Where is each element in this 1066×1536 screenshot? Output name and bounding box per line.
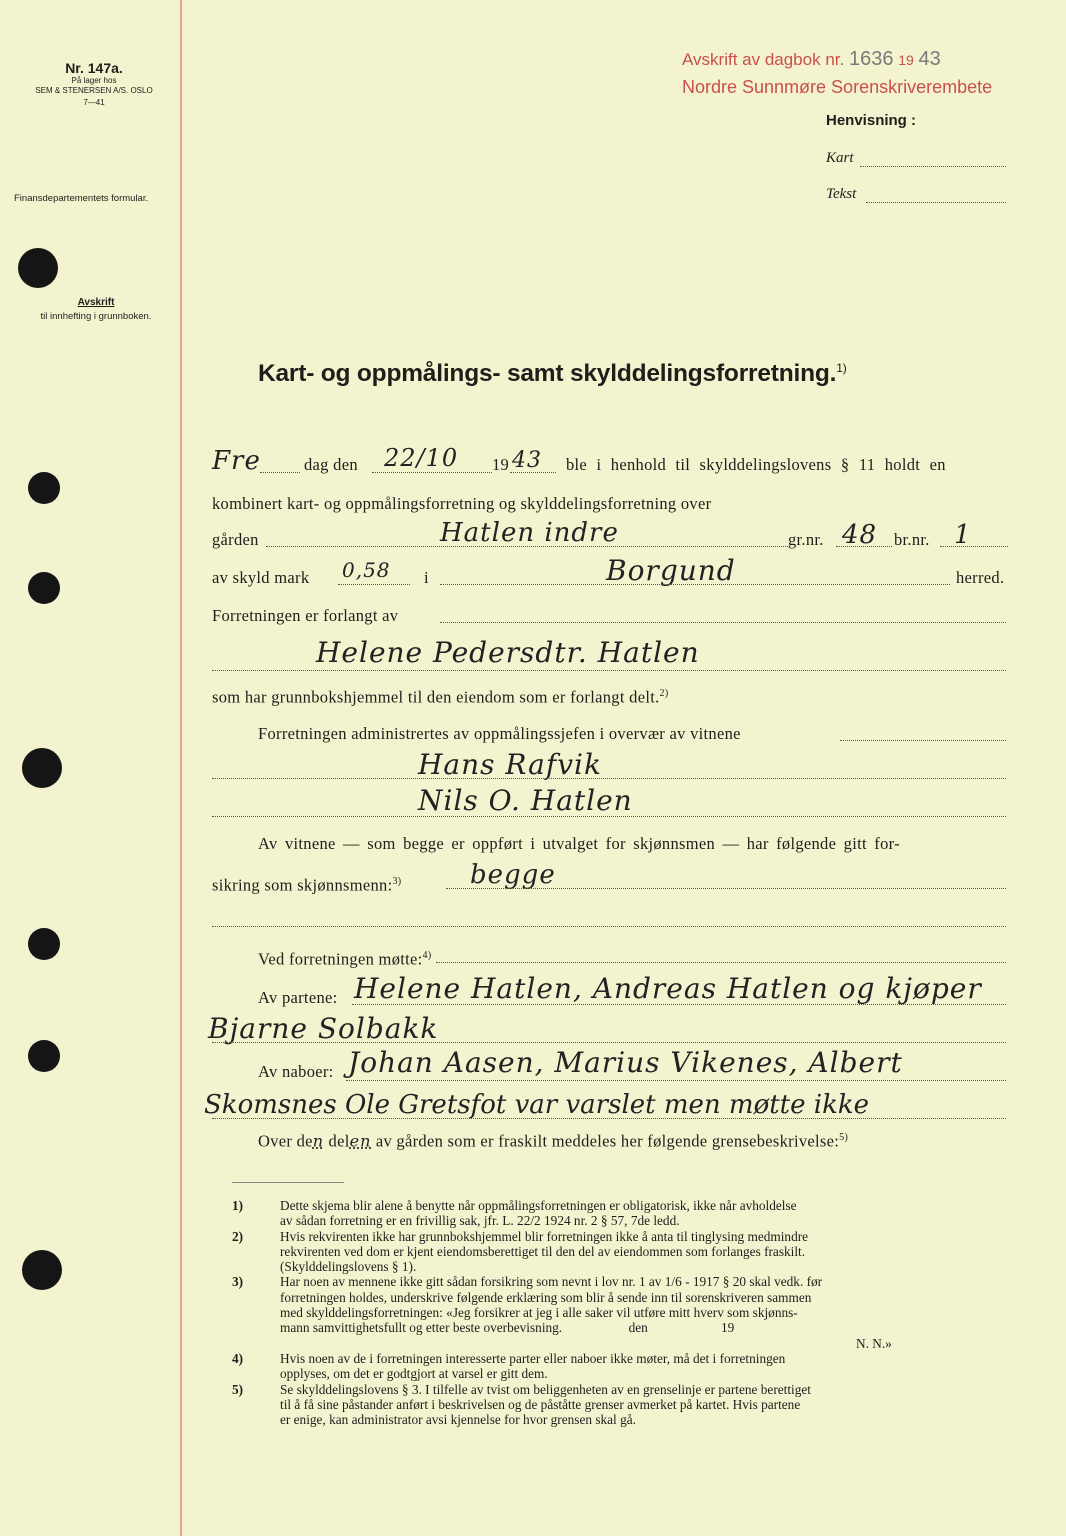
requested-line (440, 622, 1006, 623)
parties-label: Av partene: (258, 988, 338, 1007)
municipality-line (440, 584, 950, 585)
district-label: herred. (956, 568, 1005, 587)
admin-text: Forretningen administrertes av oppmålingssjefen i overvær av vitnene (258, 724, 741, 743)
tax-value-handwritten: 0,58 (342, 558, 391, 582)
punch-hole (28, 928, 60, 960)
border-line-block (258, 1128, 848, 1152)
witness-text2-block (212, 872, 401, 896)
witness-text2: sikring som skjønnsmenn: (212, 875, 393, 895)
municipality-handwritten: Borgund (606, 554, 736, 587)
footnote-line: er enige, kan administrator avsi kjennelse for hvor grensen skal gå. (280, 1412, 636, 1428)
witness1-line (212, 778, 1006, 779)
witness-answer-line (446, 888, 1006, 889)
punch-hole (28, 472, 60, 504)
publisher-line2: SEM & STENERSEN A/S. OSLO (35, 86, 153, 95)
witness2-line (212, 816, 1006, 817)
year-line (510, 472, 556, 473)
parties1-handwritten: Helene Hatlen, Andreas Hatlen og kjøper (354, 972, 982, 1005)
footnote-line: Har noen av mennene ikke gitt sådan forsikring som nevnt i lov nr. 1 av 1/6 - 1917 § 20 skal vedk. før (280, 1274, 823, 1290)
brnr-label: br.nr. (894, 530, 930, 549)
footnote-num: 3) (232, 1274, 244, 1290)
tax-line (338, 584, 410, 585)
footnote-line: rekvirenten ved dom er kjent eiendomsberettiget til den del av eiendommen som forlanges fraskilt. (280, 1243, 806, 1259)
requested-label: Forretningen er forlangt av (212, 606, 399, 625)
footnote-separator (232, 1182, 344, 1183)
over-fill: n (312, 1131, 325, 1151)
footnote-2 (232, 1228, 1016, 1275)
ministry-form: Finansdepartementets formular. (14, 193, 149, 204)
neighbors1-handwritten: Johan Aasen, Marius Vikenes, Albert (348, 1046, 903, 1079)
footnote-line: Dette skjema blir alene å benytte når oppmålingsforretningen er obligatorisk, ikke når avholdelse (280, 1198, 797, 1213)
footnote-line: opplyses, om det er godtgjort at varsel er gitt dem. (280, 1366, 548, 1382)
text-label: Tekst (826, 186, 857, 202)
border-ref: 5) (839, 1132, 849, 1143)
day-line (260, 472, 300, 473)
stamp-number: 1636 (848, 48, 894, 70)
met-ref: 4) (422, 950, 432, 961)
form-number: Nr. 147a. (65, 60, 123, 76)
day-handwritten: Fre (212, 446, 261, 476)
holder-text-body: som har grunnbokshjemmel til den eiendom som er forlangt delt. (212, 687, 660, 707)
grnr-handwritten: 48 (842, 520, 878, 550)
requester-handwritten: Helene Pedersdtr. Hatlen (316, 636, 700, 669)
copy-stamp-line2: Nordre Sunnmøre Sorenskriverembete (682, 77, 993, 97)
farm-label: gården (212, 530, 259, 549)
parties2-line (212, 1042, 1006, 1043)
witness-ref: 3) (392, 876, 402, 887)
form-id-block (14, 60, 174, 110)
grnr-line (836, 546, 892, 547)
punch-hole (22, 1250, 62, 1290)
met-line (436, 962, 1006, 963)
over-label: Over de (258, 1131, 313, 1151)
requester-line (212, 670, 1006, 671)
footnote-3 (232, 1274, 1016, 1351)
title-text: Kart- og oppmålings- samt skylddelingsforretning. (258, 360, 837, 387)
parties2-handwritten: Bjarne Solbakk (208, 1012, 439, 1045)
footnote-line: med skylddelingsforretningen: «Jeg forsikrer at jeg i alle saker vil utføre mitt hverv som skjønns- (280, 1305, 798, 1321)
in-label: i (424, 568, 429, 587)
witness2-handwritten: Nils O. Hatlen (418, 784, 633, 817)
tax-label: av skyld mark (212, 568, 310, 587)
footnote-line: Hvis rekvirenten ikke har grunnbokshjemmel blir forretningen ikke å anta til tinglysing medmindre (280, 1228, 809, 1244)
holder-text (212, 684, 668, 708)
footnote-line: N. N.» (856, 1335, 892, 1351)
copy-note-block (14, 297, 178, 325)
year-prefix: 19 (492, 455, 510, 474)
map-ref-line (860, 166, 1006, 167)
farm-line (266, 546, 788, 547)
year-handwritten: 43 (512, 448, 542, 473)
brnr-line (940, 546, 1008, 547)
footnotes (232, 1198, 1016, 1428)
border-text: av gården som er fraskilt meddeles her følgende grensebeskrivelse: (375, 1131, 840, 1151)
punch-hole (18, 248, 58, 288)
footnote-line: (Skylddelingslovens § 1). (280, 1259, 417, 1275)
reference-label: Henvisning : (826, 112, 917, 129)
footnote-5 (232, 1381, 1016, 1428)
copy-note: til innhefting i grunnboken. (40, 311, 152, 322)
line2-text: kombinert kart- og oppmålingsforretning og skylddelingsforretning over (212, 494, 712, 513)
blank-line (212, 926, 1006, 927)
date-line (372, 472, 492, 473)
footnote-line: Se skylddelingslovens § 3. I tilfelle av tvist om beliggenheten av en grenselinje er partene berettiget (280, 1381, 811, 1397)
form-date: 7—41 (83, 98, 105, 107)
brnr-handwritten: 1 (954, 520, 972, 550)
del-label: del (328, 1131, 350, 1151)
punch-hole (28, 572, 60, 604)
line1-rest: ble i henhold til skylddelingslovens § 11 holdt en (566, 455, 946, 474)
holder-ref: 2) (659, 688, 669, 699)
text-ref-line (866, 202, 1006, 203)
title-ref: 1) (836, 360, 847, 375)
date-handwritten: 22/10 (384, 444, 459, 472)
neighbors2-line (212, 1118, 1006, 1119)
stamp-year-prefix: 19 (898, 52, 914, 68)
punch-hole (28, 1040, 60, 1072)
day-text: dag den (304, 455, 358, 474)
met-block (258, 946, 431, 970)
footnote-num: 5) (232, 1381, 244, 1397)
footnote-line: av sådan forretning er en frivillig sak, jfr. L. 22/2 1924 nr. 2 § 57, 7de ledd. (280, 1213, 680, 1229)
neighbors2-handwritten: Skomsnes Ole Gretsfot var varslet men møtte ikke (204, 1090, 869, 1120)
stamp-prefix: Avskrift av dagbok nr. (682, 50, 845, 69)
map-label: Kart (826, 150, 854, 166)
witness1-handwritten: Hans Rafvik (418, 748, 602, 781)
footnote-line: Hvis noen av de i forretningen interesserte parter eller naboer ikke møter, må det i forretningen (280, 1350, 786, 1366)
copy-stamp-line1 (682, 48, 941, 71)
publisher-line1: På lager hos (71, 76, 117, 85)
stamp-year: 43 (918, 48, 941, 70)
punch-hole (22, 748, 62, 788)
copy-label: Avskrift (77, 297, 115, 308)
witness-text1: Av vitnene — som begge er oppført i utvalget for skjønnsmen — har følgende gitt for- (258, 834, 900, 853)
footnote-line: mann samvittighetsfullt og etter beste overbevisning. den 19 (280, 1320, 735, 1336)
farm-name-handwritten: Hatlen indre (440, 518, 619, 548)
grnr-label: gr.nr. (788, 530, 824, 549)
footnote-num: 2) (232, 1228, 244, 1244)
page-title (258, 360, 847, 388)
footnote-4 (232, 1350, 1016, 1382)
met-label: Ved forretningen møtte: (258, 949, 423, 969)
parties1-line (352, 1004, 1006, 1005)
del-fill: en (349, 1131, 372, 1151)
footnote-line: til å få sine påstander anført i beskrivelsen og de påståtte grenser avmerket på kartet. Hvis partene (280, 1396, 801, 1412)
footnote-line: forretningen holdes, underskrive følgende erklæring som blir å sende inn til sorenskriveren sammen (280, 1289, 812, 1305)
footnote-1 (232, 1198, 1016, 1229)
neighbors-label: Av naboer: (258, 1062, 334, 1081)
footnote-num: 4) (232, 1350, 244, 1366)
admin-line (840, 740, 1006, 741)
margin-line (180, 0, 182, 1536)
witness-answer-handwritten: begge (470, 860, 556, 890)
neighbors1-line (346, 1080, 1006, 1081)
footnote-num: 1) (232, 1198, 244, 1213)
